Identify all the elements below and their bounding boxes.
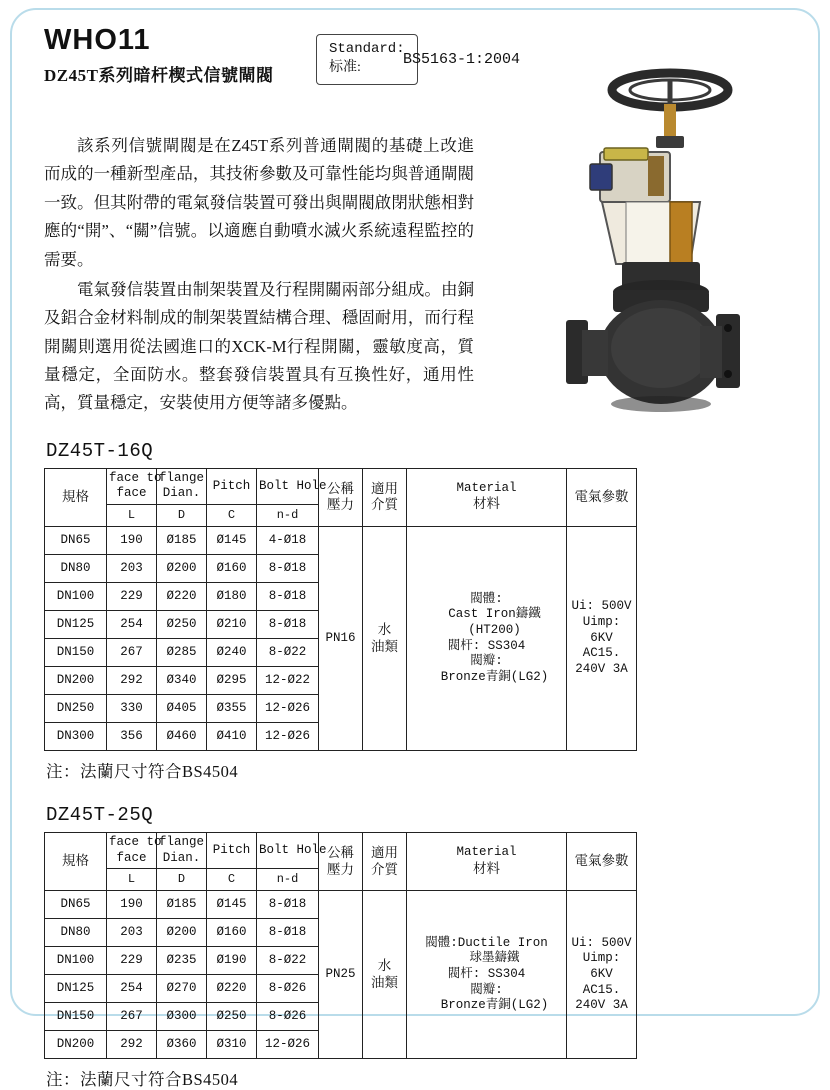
cell-nd: 8-Ø26: [257, 1003, 319, 1031]
th-sub-c: C: [207, 505, 257, 527]
cell-electric: [567, 891, 637, 1059]
th-bolt-hole: Bolt Hole: [257, 833, 319, 869]
cell-l: 330: [107, 695, 157, 723]
cell-material: [407, 891, 567, 1059]
cell-l: 292: [107, 667, 157, 695]
th-pitch: Pitch: [207, 468, 257, 504]
cell-c: Ø355: [207, 695, 257, 723]
cell-l: 203: [107, 919, 157, 947]
th-electric: 電氣參數: [567, 833, 637, 891]
cell-d: Ø250: [157, 611, 207, 639]
cell-spec: DN80: [45, 919, 107, 947]
th-electric: 電氣參數: [567, 468, 637, 526]
cell-nd: 8-Ø18: [257, 919, 319, 947]
cell-spec: DN150: [45, 1003, 107, 1031]
cell-l: 267: [107, 639, 157, 667]
th-sub-nd: n-d: [257, 505, 319, 527]
th-flange-dian: flange Dian.: [157, 833, 207, 869]
material-line-1: 閥體:Ductile Iron: [425, 935, 548, 950]
cell-nd: 12-Ø26: [257, 1031, 319, 1059]
electric-line-1: Ui: 500V: [571, 599, 632, 614]
cell-spec: DN100: [45, 583, 107, 611]
section-title-dz45t-16q: DZ45T-16Q: [46, 439, 154, 462]
table-row: [45, 527, 637, 555]
th-medium: 適用 介質: [363, 468, 407, 526]
table-note-16q: 注：法蘭尺寸符合BS4504: [46, 762, 239, 781]
material-line-4: 閥瓣:: [470, 654, 503, 669]
page-content: [44, 26, 786, 1090]
cell-spec: DN100: [45, 947, 107, 975]
th-pressure: 公稱 壓力: [319, 468, 363, 526]
product-name: DZ45T系列暗杆楔式信號閘閥: [44, 66, 274, 85]
spec-table-dz45t-25q: [44, 832, 637, 1059]
material-line-3: 閥杆: SS304: [447, 966, 526, 981]
cell-pressure: PN16: [319, 527, 363, 751]
cell-nd: 12-Ø22: [257, 667, 319, 695]
cell-medium: 水 油類: [363, 891, 407, 1059]
cell-nd: 8-Ø22: [257, 639, 319, 667]
cell-c: Ø240: [207, 639, 257, 667]
electric-line-2: Uimp: 6KV: [582, 615, 621, 645]
cell-d: Ø340: [157, 667, 207, 695]
th-sub-d: D: [157, 505, 207, 527]
cell-c: Ø160: [207, 919, 257, 947]
material-line-5: Bronze青銅(LG2): [440, 669, 549, 684]
cell-spec: DN200: [45, 667, 107, 695]
cell-nd: 4-Ø18: [257, 527, 319, 555]
standard-value: BS5163-1:2004: [403, 51, 521, 68]
cell-d: Ø235: [157, 947, 207, 975]
cell-pressure: PN25: [319, 891, 363, 1059]
cell-d: Ø270: [157, 975, 207, 1003]
cell-nd: 8-Ø22: [257, 947, 319, 975]
cell-spec: DN150: [45, 639, 107, 667]
cell-spec: DN65: [45, 527, 107, 555]
th-sub-l: L: [107, 869, 157, 891]
cell-d: Ø200: [157, 919, 207, 947]
cell-nd: 8-Ø26: [257, 975, 319, 1003]
page-title: WHO11: [44, 24, 151, 56]
standard-label-en: Standard:: [329, 41, 405, 57]
cell-spec: DN80: [45, 555, 107, 583]
table-note-25q: 注：法蘭尺寸符合BS4504: [46, 1070, 239, 1090]
cell-d: Ø285: [157, 639, 207, 667]
th-material: Material 材料: [407, 833, 567, 891]
material-line-1: 閥體:: [470, 591, 503, 606]
cell-l: 267: [107, 1003, 157, 1031]
spec-table-dz45t-16q: [44, 468, 637, 751]
electric-line-1: Ui: 500V: [571, 935, 632, 950]
cell-material: [407, 527, 567, 751]
cell-c: Ø310: [207, 1031, 257, 1059]
cell-spec: DN125: [45, 611, 107, 639]
th-pressure: 公稱 壓力: [319, 833, 363, 891]
electric-line-3: AC15.: [582, 646, 621, 661]
cell-nd: 8-Ø18: [257, 611, 319, 639]
cell-c: Ø160: [207, 555, 257, 583]
standard-badge: [316, 34, 521, 85]
th-sub-c: C: [207, 869, 257, 891]
th-sub-l: L: [107, 505, 157, 527]
th-sub-nd: n-d: [257, 869, 319, 891]
cell-c: Ø220: [207, 975, 257, 1003]
description-block: [44, 132, 474, 418]
cell-spec: DN65: [45, 891, 107, 919]
material-line-2: 球墨鑄鐵: [469, 951, 520, 966]
cell-spec: DN200: [45, 1031, 107, 1059]
product-photo: [530, 52, 780, 452]
cell-d: Ø460: [157, 723, 207, 751]
th-spec: 規格: [45, 468, 107, 526]
material-line-2: Cast Iron鑄鐵(HT200): [448, 607, 541, 637]
material-line-5: Bronze青銅(LG2): [440, 998, 549, 1013]
cell-c: Ø180: [207, 583, 257, 611]
cell-l: 190: [107, 527, 157, 555]
electric-line-3: AC15.: [582, 982, 621, 997]
cell-d: Ø220: [157, 583, 207, 611]
cell-c: Ø210: [207, 611, 257, 639]
standard-line-zh: [329, 59, 405, 78]
cell-d: Ø300: [157, 1003, 207, 1031]
cell-l: 229: [107, 947, 157, 975]
standard-line-en: [329, 40, 405, 59]
electric-line-4: 240V 3A: [575, 998, 628, 1013]
cell-spec: DN300: [45, 723, 107, 751]
cell-l: 203: [107, 555, 157, 583]
cell-c: Ø410: [207, 723, 257, 751]
cell-spec: DN125: [45, 975, 107, 1003]
cell-l: 356: [107, 723, 157, 751]
th-face-to-face: face to face: [107, 468, 157, 504]
th-spec: 規格: [45, 833, 107, 891]
cell-c: Ø250: [207, 1003, 257, 1031]
cell-l: 254: [107, 611, 157, 639]
standard-label-zh: 标准:: [329, 59, 361, 75]
material-line-3: 閥杆: SS304: [447, 638, 526, 653]
cell-medium: 水 油類: [363, 527, 407, 751]
th-material: Material 材料: [407, 468, 567, 526]
description-paragraph-1: 該系列信號閘閥是在Z45T系列普通閘閥的基礎上改進而成的一種新型產品，其技術參數及可靠性能均與普通閘閥一致。但其附帶的電氣發信裝置可發出與閘閥啟閉狀態相對應的“開”、“關”信號。以適應自動噴水滅火系統遠程監控的需要。: [44, 136, 474, 269]
cell-nd: 8-Ø18: [257, 555, 319, 583]
th-face-to-face: face to face: [107, 833, 157, 869]
cell-l: 229: [107, 583, 157, 611]
cell-c: Ø145: [207, 891, 257, 919]
cell-d: Ø185: [157, 891, 207, 919]
cell-nd: 12-Ø26: [257, 723, 319, 751]
th-sub-d: D: [157, 869, 207, 891]
cell-d: Ø200: [157, 555, 207, 583]
cell-c: Ø295: [207, 667, 257, 695]
cell-nd: 8-Ø18: [257, 891, 319, 919]
th-pitch: Pitch: [207, 833, 257, 869]
cell-c: Ø145: [207, 527, 257, 555]
table-row: [45, 891, 637, 919]
description-paragraph-2: 電氣發信裝置由制架裝置及行程開關兩部分組成。由銅及鋁合金材料制成的制架裝置結構合理、穩固耐用，而行程開關則選用從法國進口的XCK-M行程開關，靈敏度高，質量穩定，全面防水。整套發信裝置具有互換性好，通用性高，質量穩定，安裝使用方便等諸多優點。: [44, 279, 474, 413]
cell-d: Ø185: [157, 527, 207, 555]
cell-l: 254: [107, 975, 157, 1003]
material-line-4: 閥瓣:: [470, 982, 503, 997]
cell-d: Ø360: [157, 1031, 207, 1059]
cell-electric: [567, 527, 637, 751]
gate-valve-illustration: [530, 52, 780, 452]
cell-nd: 12-Ø26: [257, 695, 319, 723]
cell-c: Ø190: [207, 947, 257, 975]
section-title-dz45t-25q: DZ45T-25Q: [46, 804, 154, 826]
electric-line-4: 240V 3A: [575, 661, 628, 676]
cell-d: Ø405: [157, 695, 207, 723]
th-flange-dian: flange Dian.: [157, 468, 207, 504]
cell-l: 292: [107, 1031, 157, 1059]
th-bolt-hole: Bolt Hole: [257, 468, 319, 504]
electric-line-2: Uimp: 6KV: [582, 951, 621, 981]
cell-l: 190: [107, 891, 157, 919]
th-medium: 適用 介質: [363, 833, 407, 891]
cell-spec: DN250: [45, 695, 107, 723]
cell-nd: 8-Ø18: [257, 583, 319, 611]
